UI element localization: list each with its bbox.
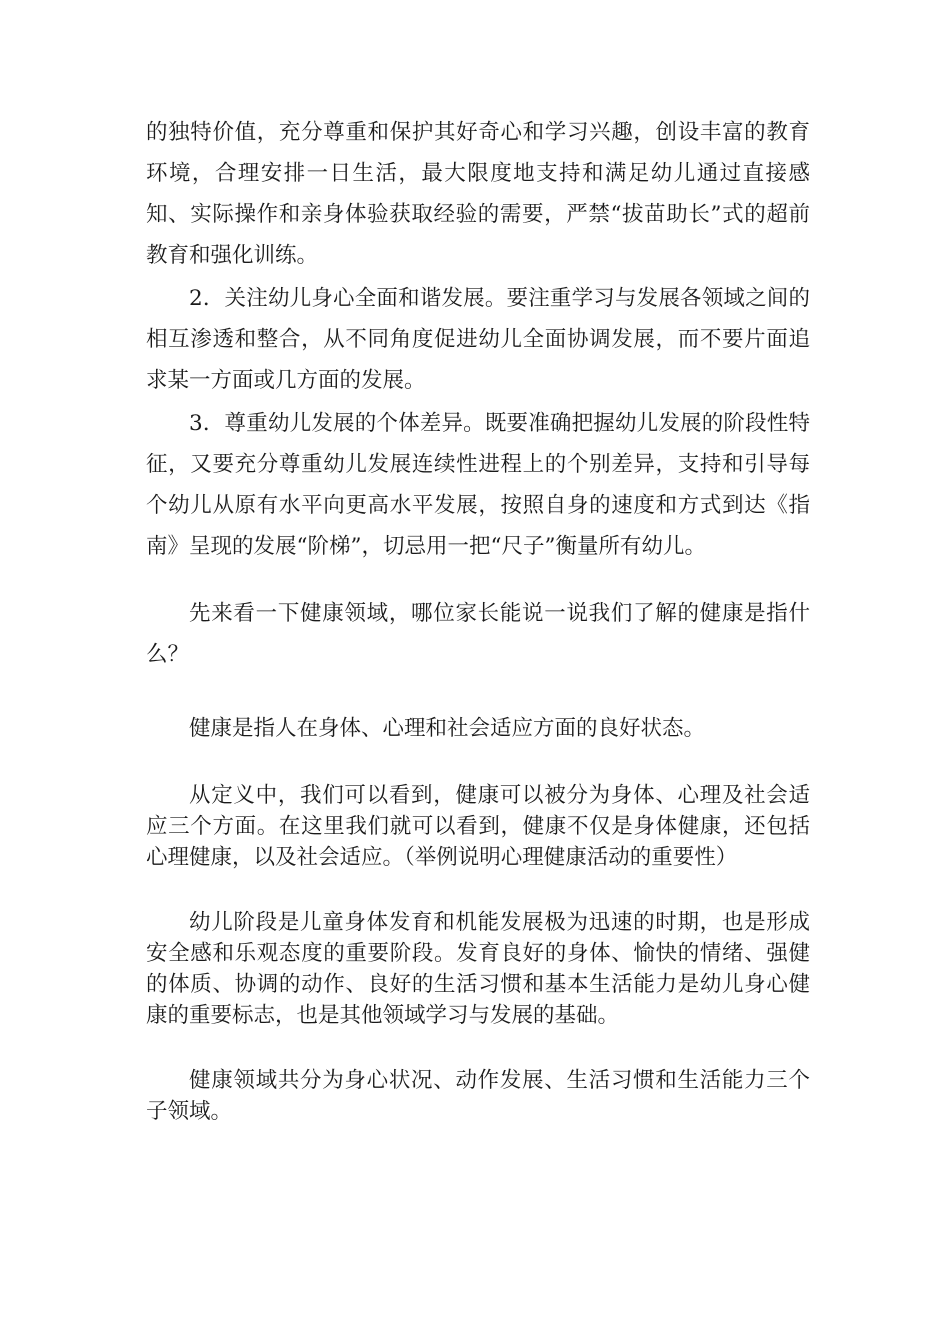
paragraph-health-definition: 健康是指人在身体、心理和社会适应方面的良好状态。 — [189, 716, 706, 741]
paragraph-health-question: 先来看一下健康领域，哪位家长能说一说我们了解的健康是指什么？ — [146, 601, 810, 667]
paragraph-continuation: 的独特价值，充分尊重和保护其好奇心和学习兴趣，创设丰富的教育环境，合理安排一日生活，最大限度地支持和满足幼儿通过直接感知、实际操作和亲身体验获取经验的需要，严禁“拔苗助长”式的超前教育和强化训练。 — [146, 120, 810, 268]
paragraph-sub-domains: 健康领域共分为身心状况、动作发展、生活习惯和生活能力三个子领域。 — [146, 1068, 810, 1124]
paragraph-point-3: 3．尊重幼儿发展的个体差异。既要准确把握幼儿发展的阶段性特征，又要充分尊重幼儿发展连续性进程上的个别差异，支持和引导每个幼儿从原有水平向更高水平发展，按照自身的速度和方式到达《指南》呈现的发展“阶梯”，切忌用一把“尺子”衡量所有幼儿。 — [146, 411, 810, 559]
document-body — [146, 112, 810, 1127]
paragraph-early-childhood: 幼儿阶段是儿童身体发育和机能发展极为迅速的时期，也是形成安全感和乐观态度的重要阶段。发育良好的身体、愉快的情绪、强健的体质、协调的动作、良好的生活习惯和基本生活能力是幼儿身心健康的重要标志，也是其他领域学习与发展的基础。 — [146, 910, 810, 1028]
paragraph-health-aspects: 从定义中，我们可以看到，健康可以被分为身体、心理及社会适应三个方面。在这里我们就可以看到，健康不仅是身体健康，还包括心理健康，以及社会适应。（举例说明心理健康活动的重要性） — [146, 783, 810, 870]
paragraph-point-2: 2．关注幼儿身心全面和谐发展。要注重学习与发展各领域之间的相互渗透和整合，从不同角度促进幼儿全面协调发展，而不要片面追求某一方面或几方面的发展。 — [146, 286, 810, 393]
